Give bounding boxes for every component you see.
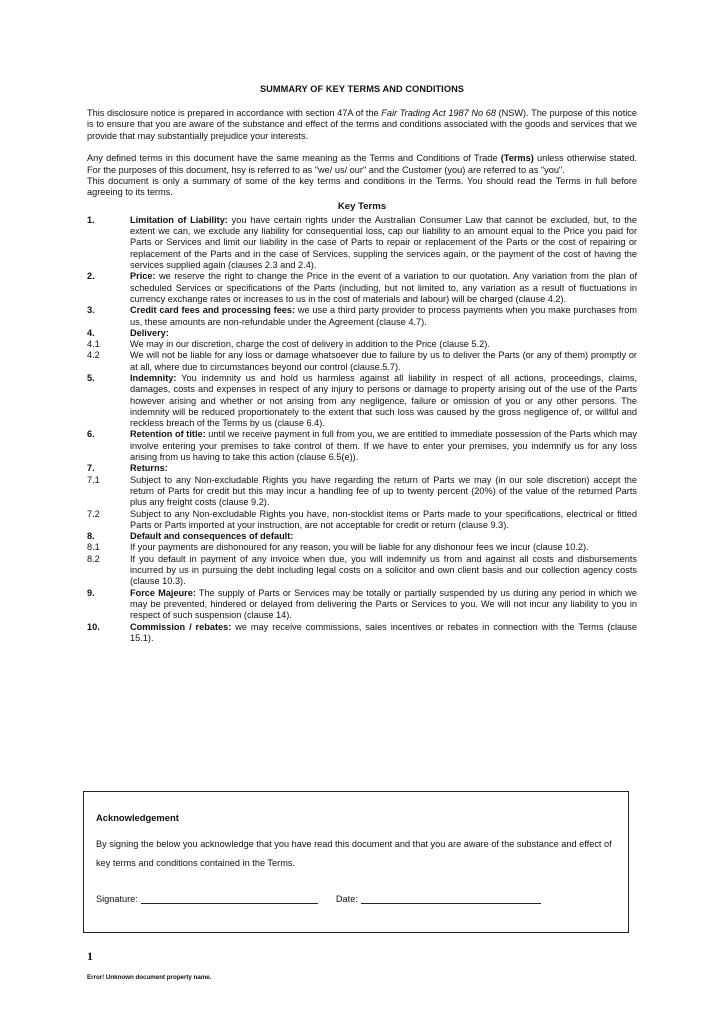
item-label: Force Majeure: [130, 587, 196, 598]
item-label: Returns: [130, 463, 168, 474]
item-text: Subject to any Non-excludable Rights you have, non-stocklist items or Parts made to your specifications, electrical or fitted Parts or Parts imported at your instruction, are not acceptable for credit or return (clause 9.3). [130, 508, 637, 530]
list-item [87, 271, 637, 305]
item-text: We will not be liable for any loss or damage whatsoever due to failure by us to deliver the Parts (or any of them) promptly or at all, where due to circumstances beyond our control (clause.5.7). [130, 350, 637, 372]
item-text: we may receive commissions, sales incentives or rebates in connection with the Terms (clause 15.1). [130, 621, 637, 643]
list-item [87, 215, 637, 271]
list-item [87, 463, 637, 474]
item-label: Price: [130, 271, 156, 282]
item-body [130, 463, 637, 474]
item-text: Subject to any Non-excludable Rights you have regarding the return of Parts we may (in our sole discretion) accept the return of Parts for credit but this may incur a handling fee of up to twenty percent (20%) of the value of the returned Parts plus any freight costs (clause 9.2). [130, 474, 637, 508]
item-number: 1. [87, 214, 95, 225]
item-body [130, 373, 637, 429]
terms-defined: (Terms) [500, 153, 534, 164]
item-body [130, 588, 637, 622]
acknowledgement-box [83, 791, 629, 933]
item-number: 4.1 [87, 339, 100, 350]
item-body [130, 271, 637, 305]
item-body [130, 531, 637, 542]
item-body [130, 328, 637, 339]
list-item [87, 554, 637, 588]
item-body [130, 429, 637, 463]
item-text: If your payments are dishonoured for any reason, you will be liable for any dishonour fees we incur (clause 10.2). [130, 542, 589, 553]
intro-paragraph-1 [87, 108, 637, 142]
list-item [87, 429, 637, 463]
intro-text: unless otherwise stated. For the purposes of this document, hsy is referred to as "we/ us/ our" and the Customer (you) are referred to as "you". [87, 153, 637, 175]
item-label: Indemnity: [130, 373, 177, 383]
list-item [87, 622, 637, 645]
item-label: Credit card fees and processing fees: [130, 305, 296, 316]
item-number: 5. [87, 373, 95, 383]
intro-text: This disclosure notice is prepared in accordance with section 47A of the [87, 108, 382, 118]
item-number: 4.2 [87, 350, 100, 361]
acknowledgement-heading: Acknowledgement [96, 812, 179, 823]
item-label: Default and consequences of default: [130, 531, 294, 542]
item-text: we reserve the right to change the Price in the event of a variation to our quotation. Any variation from the plan of scheduled Services or specifications of the Parts (including, but not limited to, any variation as a result of fluctuations in currency exchange rates or increases to us in the cost of materials and labour) will be charged (clause 4.2). [130, 271, 637, 304]
item-label: Delivery: [130, 327, 169, 338]
item-number: 6. [87, 429, 95, 440]
list-item [87, 339, 637, 350]
intro-paragraph-2 [87, 153, 637, 176]
acknowledgement-text: By signing the below you acknowledge that you have read this document and that you are aware of the substance and effect of key terms and conditions contained in the Terms. [96, 839, 612, 868]
item-number: 7.1 [87, 474, 100, 485]
key-terms-heading: Key Terms [337, 200, 387, 212]
item-number: 7.2 [87, 508, 100, 519]
key-terms-list [87, 215, 637, 644]
page-number: 1 [87, 949, 93, 963]
item-label: Retention of title: [130, 429, 206, 440]
item-number: 4. [87, 327, 95, 338]
list-item [87, 350, 637, 373]
act-name: Fair Trading Act 1987 No 68 [381, 108, 496, 118]
item-body [130, 542, 637, 553]
item-number: 3. [87, 305, 95, 316]
item-number: 7. [87, 463, 95, 474]
item-body [130, 475, 637, 509]
list-item [87, 475, 637, 509]
item-text: you have certain rights under the Australian Consumer Law that cannot be excluded, but, to the extent we can, we exclude any liability for consequential loss, cap our liability to an amount equal to the Price you paid for Parts or Services and limit our liability in the case of Parts to repair or replacement of the Parts or the cost of repairing or replacement of the Parts and in the case of Services, suppling the services again, or the payment of the cost of having the services supplied again (clauses 2.3 and 2.4). [130, 214, 637, 271]
item-label: Limitation of Liability: [130, 214, 228, 225]
item-number: 8.2 [87, 553, 100, 564]
list-item [87, 509, 637, 532]
page-title: SUMMARY OF KEY TERMS AND CONDITIONS [259, 84, 465, 94]
document-page [87, 84, 637, 644]
item-number: 8.1 [87, 542, 100, 553]
list-item [87, 328, 637, 339]
date-line[interactable] [361, 893, 541, 904]
footer-text: Error! Unknown document property name. [87, 974, 212, 981]
intro-text: (NSW). The purpose of this notice is to ensure that you are aware of the substance and effect of the terms and conditions associated with the goods and services that we provide that may substantially prejudice your interests. [87, 108, 638, 141]
signature-label: Signature: [96, 894, 138, 904]
list-item [87, 588, 637, 622]
list-item [87, 531, 637, 542]
item-body [130, 554, 637, 588]
item-number: 10. [87, 621, 100, 632]
list-item [87, 373, 637, 429]
date-label: Date: [335, 894, 358, 904]
item-text: If you default in payment of any invoice when due, you will indemnify us from and against all costs and disbursements incurred by us in pursuing the debt including legal costs on a solicitor and own client basis and our collection agency costs (clause 10.3). [130, 553, 637, 587]
signature-row [96, 893, 541, 904]
item-number: 2. [87, 271, 95, 282]
intro-text: Any defined terms in this document have the same meaning as the Terms and Conditions of Trade [87, 153, 501, 164]
item-text: You indemnity us and hold us harmless against all liability in respect of all actions, proceedings, claims, damages, costs and expenses in respect of any injury to persons or damage to property arising out of the use of the Parts however arising and whether or not arising from any negligence, failure or omission of you or any other persons. The indemnity will be reduced proportionately to the extent that such loss was caused by the gross negligence of, or willful and reckless breach of the Terms by us (clause 6.4). [130, 373, 637, 429]
item-text: until we receive payment in full from you, we are entitled to immediate possession of the Parts which may involve entering your premises to take control of them. If we have to enter your premises, you indemnify us for any loss arising from us having to take this action (clause 6.5(e)). [130, 429, 637, 463]
item-body [130, 350, 637, 373]
item-body [130, 339, 637, 350]
item-number: 9. [87, 587, 95, 598]
item-text: We may in our discretion, charge the cost of delivery in addition to the Price (clause 5.2). [130, 339, 490, 350]
signature-line[interactable] [141, 893, 318, 904]
intro-paragraph-3: This document is only a summary of some of the key terms and conditions in the Terms. You should read the Terms in full before agreeing to its terms. [87, 176, 637, 198]
item-body [130, 509, 637, 532]
list-item [87, 542, 637, 553]
item-body [130, 215, 637, 271]
item-body [130, 305, 637, 328]
item-body [130, 622, 637, 645]
item-number: 8. [87, 531, 95, 542]
item-text: we use a third party provider to process payments when you make purchases from us, these amounts are non-refundable under the Agreement (clause 4.7). [130, 305, 637, 327]
item-label: Commission / rebates: [130, 621, 232, 632]
list-item [87, 305, 637, 328]
item-text: The supply of Parts or Services may be totally or partially suspended by us during any period in which we may be prevented, hindered or delayed from delivering the Parts or Services to you. We will not incur any liability to you in respect of such suspension (clause 14). [130, 587, 637, 621]
